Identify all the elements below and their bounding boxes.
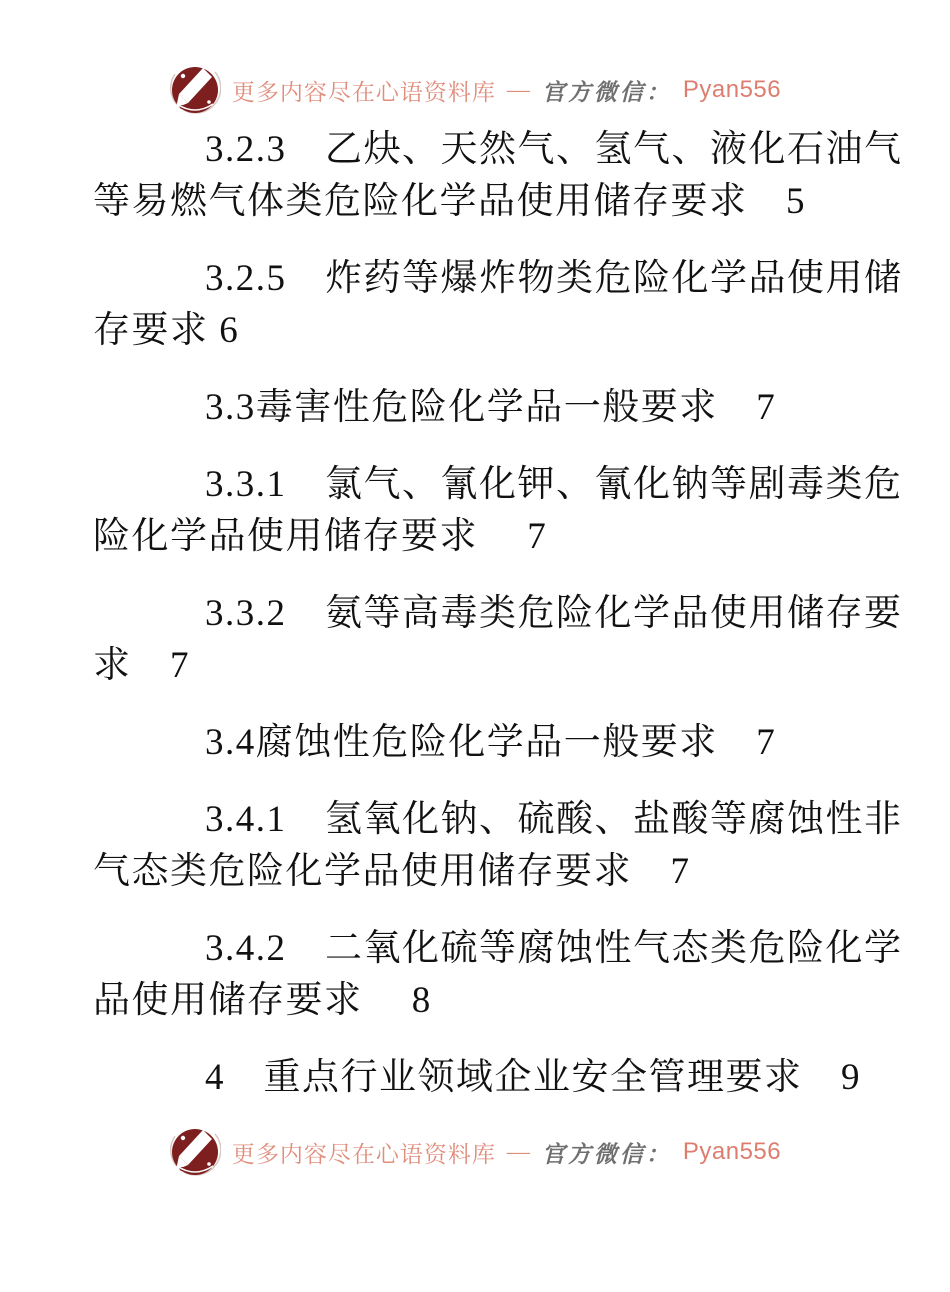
toc-line: 3.3.1 氯气、氰化钾、氰化钠等剧毒类危 — [205, 464, 903, 505]
toc-line: 3.4腐蚀性危险化学品一般要求 7 — [205, 722, 777, 763]
toc-line: 3.2.3 乙炔、天然气、氢气、液化石油气 — [205, 129, 903, 170]
toc-line: 3.4.2 二氧化硫等腐蚀性气态类危险化学 — [205, 928, 903, 969]
toc-line: 求 7 — [93, 645, 190, 686]
toc-page — [0, 118, 950, 1104]
toc-line: 3.3毒害性危险化学品一般要求 7 — [205, 387, 777, 428]
watermark-wechat-label: 官方微信： — [541, 79, 672, 105]
toc-entry-3-2-5 — [93, 253, 903, 357]
watermark-dash: — — [506, 1139, 531, 1164]
watermark-wechat-account: Pyan556 — [682, 76, 782, 103]
toc-entry-3-3 — [93, 382, 870, 434]
pen-swirl-logo-icon — [169, 64, 221, 116]
watermark-wechat-label: 官方微信： — [541, 1141, 672, 1167]
watermark-text: 更多内容尽在心语资料库 — [231, 1141, 496, 1167]
watermark-header — [0, 62, 950, 118]
toc-line: 3.2.5 炸药等爆炸物类危险化学品使用储 — [205, 258, 903, 299]
watermark-wechat-account: Pyan556 — [682, 1138, 782, 1165]
toc-line: 险化学品使用储存要求 7 — [93, 516, 548, 557]
toc-line: 品使用储存要求 8 — [93, 980, 432, 1021]
toc-entry-3-4 — [93, 717, 870, 769]
toc-entry-4 — [93, 1052, 870, 1104]
watermark-footer — [0, 1124, 950, 1180]
toc-entry-3-3-2 — [93, 588, 903, 692]
toc-line: 气态类危险化学品使用储存要求 7 — [93, 851, 691, 892]
toc-line: 存要求 6 — [93, 310, 240, 351]
toc-entry-3-4-2 — [93, 923, 903, 1027]
pen-swirl-logo-icon — [169, 1126, 221, 1178]
toc-line: 3.3.2 氨等高毒类危险化学品使用储存要 — [205, 593, 903, 634]
toc-line: 3.4.1 氢氧化钠、硫酸、盐酸等腐蚀性非 — [205, 799, 903, 840]
toc-entry-3-4-1 — [93, 794, 903, 898]
watermark-dash: — — [506, 77, 531, 102]
toc-entry-3-2-3 — [93, 124, 903, 228]
toc-line: 等易燃气体类危险化学品使用储存要求 5 — [93, 181, 806, 222]
toc-line: 4 重点行业领域企业安全管理要求 9 — [205, 1057, 861, 1098]
watermark-text: 更多内容尽在心语资料库 — [231, 79, 496, 105]
toc-entry-3-3-1 — [93, 459, 903, 563]
